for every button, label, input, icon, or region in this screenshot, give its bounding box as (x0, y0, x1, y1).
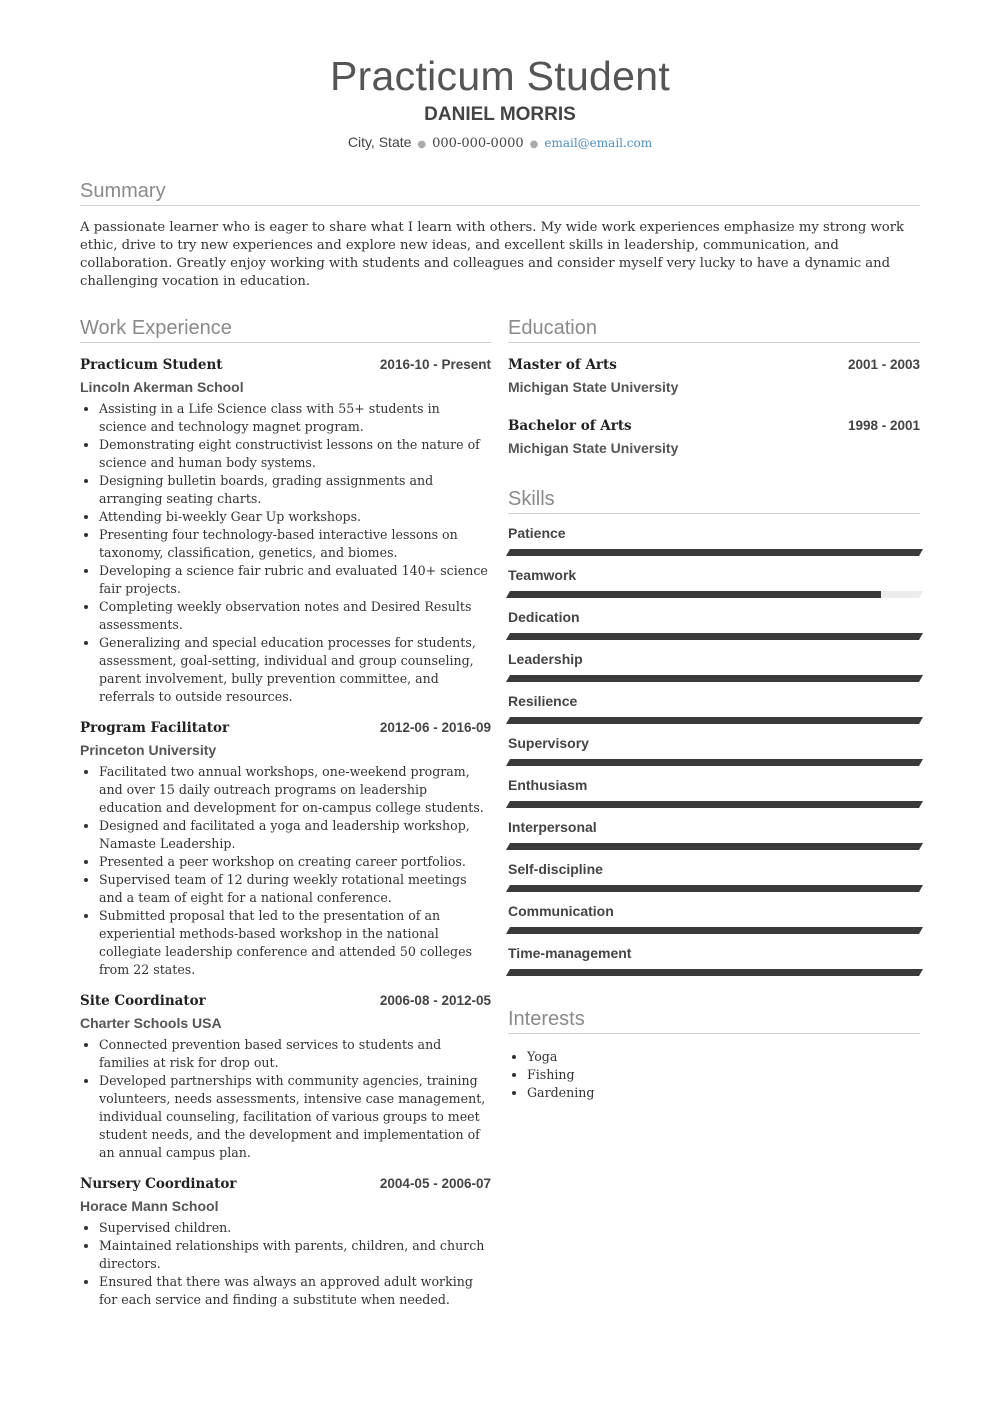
job-bullet: • Presented a peer workshop on creating career portfolios. (99, 853, 491, 871)
job-bullet: • Developed partnerships with community agencies, training volunteers, needs assessments, intensive case management, individual counseling, facilitation of various groups to meet student needs, and the development and implementation of an annual campus plan. (99, 1072, 491, 1162)
job-bullet: • Designed and facilitated a yoga and leadership workshop, Namaste Leadership. (99, 817, 491, 853)
job-bullet: • Submitted proposal that led to the presentation of an experiential methods-based workshop in the national collegiate leadership conference and attended 50 colleges from 22 states. (99, 907, 491, 979)
education-list (508, 357, 920, 457)
skill-name: Time-management (508, 945, 632, 961)
skill-name: Resilience (508, 693, 578, 709)
job-header (80, 1176, 491, 1192)
job-bullet: • Assisting in a Life Science class with 55+ students in science and technology magnet program. (99, 400, 491, 436)
skill-item (508, 860, 920, 892)
interests-heading: Interests (508, 1006, 920, 1034)
job-organization: Princeton University (80, 742, 217, 758)
contact-phone: 000-000-0000 (432, 136, 524, 151)
education-entry (508, 357, 920, 396)
interest-list (508, 1048, 920, 1102)
job-bullet-list (80, 400, 491, 706)
interest-item: • Gardening (527, 1084, 920, 1102)
skill-level-bar (506, 717, 923, 724)
interests-section (508, 1006, 920, 1102)
skill-name: Teamwork (508, 567, 577, 583)
separator-dot: ● (529, 139, 539, 150)
job-header (80, 993, 491, 1009)
skill-level-fill (506, 885, 923, 892)
skill-level-bar (506, 927, 923, 934)
skill-level-bar (506, 633, 923, 640)
contact-line (0, 133, 1000, 154)
skill-name: Self-discipline (508, 861, 603, 877)
skill-item (508, 566, 920, 598)
skill-name: Dedication (508, 609, 580, 625)
job-list (80, 357, 491, 1309)
contact-city: City, State (347, 134, 412, 150)
job-bullet: • Facilitated two annual workshops, one-weekend program, and over 15 daily outreach programs on leadership education and development for on-campus college students. (99, 763, 491, 817)
job-organization: Lincoln Akerman School (80, 379, 244, 395)
skill-item (508, 650, 920, 682)
job-dates: 2004-05 - 2006-07 (379, 1176, 491, 1191)
education-header (508, 357, 920, 373)
job-title: Program Facilitator (80, 720, 230, 736)
skill-level-fill (506, 759, 923, 766)
degree-name: Bachelor of Arts (508, 418, 632, 434)
skills-section (508, 486, 920, 976)
job-bullet: • Developing a science fair rubric and evaluated 140+ science fair projects. (99, 562, 491, 598)
skill-level-bar (506, 591, 923, 598)
skill-level-bar (506, 843, 923, 850)
job-bullet: • Supervised team of 12 during weekly rotational meetings and a team of eight for a national conference. (99, 871, 491, 907)
skill-level-fill (506, 549, 923, 556)
skill-level-fill (506, 717, 923, 724)
skill-item (508, 818, 920, 850)
interest-item: • Yoga (527, 1048, 920, 1066)
skill-name: Interpersonal (508, 819, 597, 835)
education-dates: 2001 - 2003 (847, 357, 920, 372)
skill-level-fill (506, 675, 923, 682)
skill-item (508, 944, 920, 976)
education-entry (508, 418, 920, 457)
summary-text: A passionate learner who is eager to share what I learn with others. My wide work experiences emphasize my strong work ethic, drive to try new experiences and explore new ideas, and excellent skills in leadership, communication, and collaboration. Greatly enjoy working with students and colleagues and consider myself very lucky to have a dynamic and challenging vocation in education. (80, 220, 904, 289)
job-bullet: • Supervised children. (99, 1219, 491, 1237)
job-bullet: • Presenting four technology-based interactive lessons on taxonomy, classification, genetics, and biomes. (99, 526, 491, 562)
summary-heading: Summary (80, 178, 920, 206)
job-bullet: • Generalizing and special education processes for students, assessment, goal-setting, individual and group counseling, parent involvement, bully prevention committee, and referrals to outside resources. (99, 634, 491, 706)
education-heading: Education (508, 315, 920, 343)
separator-dot: ● (417, 139, 427, 150)
education-header (508, 418, 920, 434)
skill-name: Enthusiasm (508, 777, 588, 793)
job-entry (80, 993, 491, 1162)
skill-name: Patience (508, 525, 566, 541)
education-dates: 1998 - 2001 (847, 418, 920, 433)
job-dates: 2012-06 - 2016-09 (379, 720, 491, 735)
job-bullet-list (80, 763, 491, 979)
resume-header (0, 52, 1000, 154)
skill-level-fill (506, 927, 923, 934)
job-organization: Horace Mann School (80, 1198, 219, 1214)
skill-level-fill (506, 801, 923, 808)
job-bullet: • Demonstrating eight constructivist lessons on the nature of science and human body systems. (99, 436, 491, 472)
skill-level-bar (506, 885, 923, 892)
skill-level-bar (506, 549, 923, 556)
job-header (80, 720, 491, 736)
candidate-name: DANIEL MORRIS (424, 104, 576, 125)
summary-section (80, 178, 920, 291)
skill-item (508, 524, 920, 556)
job-entry (80, 1176, 491, 1309)
job-bullet: • Designing bulletin boards, grading assignments and arranging seating charts. (99, 472, 491, 508)
skill-level-bar (506, 969, 923, 976)
skill-level-bar (506, 759, 923, 766)
job-title: Site Coordinator (80, 993, 206, 1009)
skill-name: Leadership (508, 651, 583, 667)
skill-name: Supervisory (508, 735, 589, 751)
job-dates: 2016-10 - Present (379, 357, 491, 372)
skill-level-fill (506, 843, 923, 850)
job-entry (80, 357, 491, 706)
job-bullet: • Ensured that there was always an approved adult working for each service and finding a substitute when needed. (99, 1273, 491, 1309)
skills-heading: Skills (508, 486, 920, 514)
job-bullet-list (80, 1219, 491, 1309)
school-name: Michigan State University (508, 379, 679, 395)
skill-level-fill (506, 633, 923, 640)
education-section (508, 315, 920, 457)
job-title: Nursery Coordinator (80, 1176, 237, 1192)
school-name: Michigan State University (508, 440, 679, 456)
job-bullet: • Connected prevention based services to students and families at risk for drop out. (99, 1036, 491, 1072)
contact-email-link[interactable]: email@email.com (544, 136, 653, 150)
interest-item: • Fishing (527, 1066, 920, 1084)
job-title: Practicum Student (80, 357, 223, 373)
skill-level-bar (506, 675, 923, 682)
resume-title: Practicum Student (329, 53, 671, 99)
job-bullet: • Attending bi-weekly Gear Up workshops. (99, 508, 491, 526)
job-bullet: • Completing weekly observation notes and Desired Results assessments. (99, 598, 491, 634)
skill-list (508, 524, 920, 976)
job-dates: 2006-08 - 2012-05 (379, 993, 491, 1008)
right-column (508, 315, 920, 1102)
skill-level-fill (506, 591, 881, 598)
skill-level-fill (506, 969, 923, 976)
skill-item (508, 902, 920, 934)
job-bullet-list (80, 1036, 491, 1162)
skill-level-bar (506, 801, 923, 808)
job-organization: Charter Schools USA (80, 1015, 222, 1031)
skill-item (508, 776, 920, 808)
skill-name: Communication (508, 903, 614, 919)
skill-item (508, 692, 920, 724)
work-experience-section (80, 315, 491, 1309)
degree-name: Master of Arts (508, 357, 617, 373)
skill-item (508, 608, 920, 640)
job-header (80, 357, 491, 373)
job-entry (80, 720, 491, 979)
job-bullet: • Maintained relationships with parents, children, and church directors. (99, 1237, 491, 1273)
skill-item (508, 734, 920, 766)
work-experience-heading: Work Experience (80, 315, 491, 343)
